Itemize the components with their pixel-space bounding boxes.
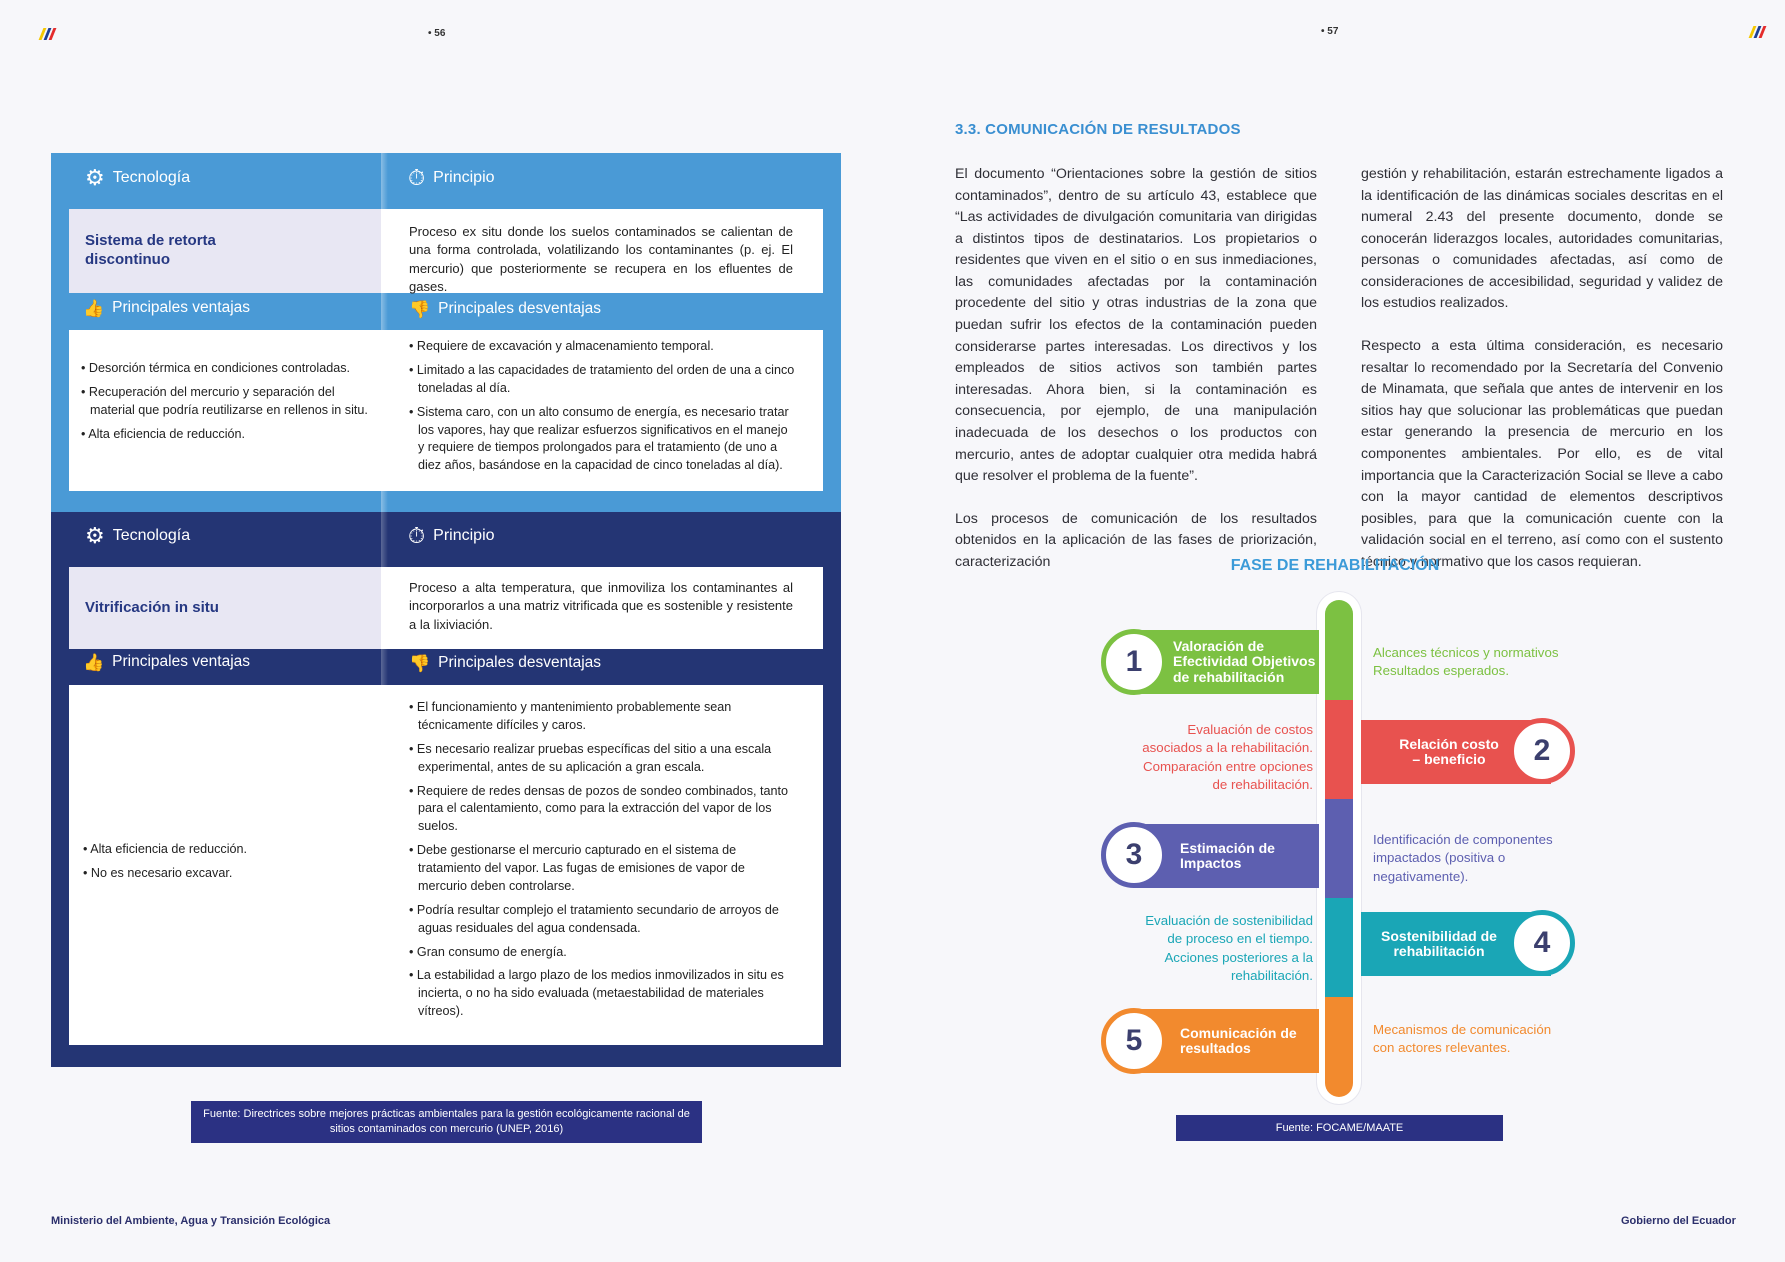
list-item: • La estabilidad a largo plazo de los medios inmovilizados in situ es incierta, o no ha sido evaluada (metaestabilidad de materiales vítreos).	[409, 967, 797, 1021]
step-4-label: Sostenibilidad de rehabilitación	[1381, 927, 1497, 959]
advantages-cell	[69, 330, 381, 491]
disadvantages-list	[409, 338, 797, 475]
step-3-circle	[1101, 822, 1167, 888]
paragraph: El documento “Orientaciones sobre la gestión de sitios contaminados”, dentro de su artículo 43, establece que “Las actividades de divulgación comunitaria van dirigidas a distintos tipos de destinatarios. Los propietarios o residentes que viven en el sitio o en sus inmediaciones, las comunidades afectadas por la contaminación procedente del sitio y otras industrias de la zona que puedan sufrir los efectos de la contaminación pueden considerarse partes interesadas. Los directivos y los empleados de sitios activos son también partes interesadas. Ahora bien, si la contaminación es consecuencia, por ejemplo, de una manipulación inadecuada de los desechos o los productos con mercurio, antes de adoptar cualquier otra medida habrá que resolver el problema de la fuente”.	[955, 166, 1317, 485]
list-item: • Debe gestionarse el mercurio capturado en el sistema de tratamiento del vapor. Las fugas de emisiones de vapor de mercurio deben controlarse.	[409, 842, 797, 896]
list-item: • Limitado a las capacidades de tratamiento del orden de una a cinco toneladas al día.	[409, 362, 797, 398]
step-1-circle	[1101, 629, 1167, 695]
list-item: • Sistema caro, con un alto consumo de energía, es necesario tratar los vapores, hay que realizar esfuerzos significativos en el manejo y requiere de tiempos prolongados para el tratamiento (de uno a diez años, basándose en la capacidad de cinco toneladas al día).	[409, 404, 797, 476]
flag-logo-left	[38, 28, 56, 40]
step-5-circle	[1101, 1008, 1167, 1074]
step-5-number: 5	[1125, 1024, 1143, 1057]
timeline-segment-5	[1325, 997, 1353, 1097]
disadvantages-cell	[381, 685, 823, 1045]
principle-cell	[381, 567, 823, 649]
step-4-number: 4	[1533, 926, 1551, 959]
gears-icon: ⚙	[85, 523, 105, 548]
step-2-number: 2	[1533, 734, 1551, 767]
step-1-label: Valoración de Efectividad Objetivos de rehabilitación	[1173, 637, 1316, 685]
header-advantages-label: Principales ventajas	[112, 299, 251, 316]
step-2-description: Evaluación de costos asociados a la rehabilitación. Comparación entre opciones de rehabilitación.	[1142, 722, 1313, 793]
header-technology-label: Tecnología	[112, 169, 191, 186]
list-item: • Requiere de redes densas de pozos de sondeo combinados, tanto para el calentamiento, como para la extracción del vapor de los suelos.	[409, 783, 797, 837]
principle-text: Proceso ex situ donde los suelos contaminados se calientan de una forma controlada, volatilizando los contaminantes (p. ej. El mercurio) que posteriormente se recupera en los efluentes de gases.	[409, 224, 793, 295]
step-2-circle	[1509, 718, 1575, 784]
tech-name: Sistema de retorta discontinuo	[85, 232, 216, 268]
list-item: • Recuperación del mercurio y separación del material que podría reutilizarse en rellenos in situ.	[81, 384, 371, 420]
disadvantages-list	[409, 699, 797, 1021]
text-column-1	[955, 164, 1317, 594]
advantages-list	[83, 841, 247, 889]
thumbs-up-icon: 👍	[83, 298, 105, 318]
list-item: • Es necesario realizar pruebas específicas del sitio a una escala experimental, antes de su aplicación a gran escala.	[409, 741, 797, 777]
section-title: 3.3. COMUNICACIÓN DE RESULTADOS	[955, 121, 1241, 138]
step-4-circle	[1509, 910, 1575, 976]
step-3-description: Identificación de componentes impactados (positiva o negativamente).	[1373, 832, 1553, 884]
paragraph: Los procesos de comunicación de los resultados obtenidos en la aplicación de las fases de priorización, caracterización	[955, 510, 1317, 570]
timeline-segment-1	[1325, 600, 1353, 700]
step-3-label: Estimación de Impactos	[1180, 839, 1275, 871]
infographic-source: Fuente: FOCAME/MAATE	[1176, 1115, 1503, 1141]
tech-name-cell	[69, 209, 381, 293]
header-advantages-label: Principales ventajas	[112, 653, 251, 670]
stopwatch-icon: ⏱	[408, 523, 426, 548]
step-5-description: Mecanismos de comunicación con actores relevantes.	[1373, 1022, 1552, 1056]
timeline-segment-4	[1325, 898, 1353, 997]
list-item: • Gran consumo de energía.	[409, 944, 797, 962]
table-source: Fuente: Directrices sobre mejores prácticas ambientales para la gestión ecológicamente racional de sitios contaminados con mercurio (UNEP, 2016)	[191, 1101, 702, 1143]
list-item: • El funcionamiento y mantenimiento probablemente sean técnicamente difíciles y caros.	[409, 699, 797, 735]
list-item: • Podría resultar complejo el tratamiento secundario de arroyos de aguas residuales del agua condensada.	[409, 902, 797, 938]
text-column-2	[1361, 164, 1723, 594]
thumbs-up-icon: 👍	[83, 652, 105, 672]
timeline-segment-3	[1325, 799, 1353, 898]
flag-logo-right	[1748, 26, 1766, 38]
thumbs-down-icon: 👎	[409, 653, 431, 673]
page-number-right: • 57	[1321, 26, 1339, 37]
footer-right: Gobierno del Ecuador	[1621, 1215, 1736, 1227]
header-principle	[408, 525, 495, 547]
step-5-label: Comunicación de resultados	[1180, 1024, 1297, 1056]
list-item: • Alta eficiencia de reducción.	[83, 841, 247, 859]
step-1-number: 1	[1125, 645, 1143, 678]
paragraph: gestión y rehabilitación, estarán estrechamente ligados a la identificación de las dinámicas sociales descritas en el numeral 2.43 del presente documento, donde se conocerán liderazgos locales, autoridades comunitarias, personas o comunidades afectadas, así como de consideraciones de accesibilidad, seguridad y validez de los estudios realizados.	[1361, 166, 1723, 312]
header-technology	[85, 525, 190, 547]
timeline-segment-2	[1325, 700, 1353, 799]
header-disadvantages-label: Principales desventajas	[438, 654, 602, 671]
header-disadvantages	[409, 654, 601, 672]
header-advantages	[83, 299, 250, 317]
step-2-label: Relación costo – beneficio	[1399, 735, 1499, 767]
step-4-description: Evaluación de sostenibilidad de proceso en el tiempo. Acciones posteriores a la rehabilitación.	[1145, 913, 1313, 984]
tech-name: Vitrificación in situ	[85, 598, 219, 616]
header-technology	[85, 167, 190, 189]
infographic-title: FASE DE REHABILITACIÓN	[1230, 557, 1440, 574]
stopwatch-icon: ⏱	[408, 165, 426, 190]
header-disadvantages	[409, 300, 601, 318]
gears-icon: ⚙	[85, 165, 105, 190]
page-number-left: • 56	[428, 28, 446, 39]
header-disadvantages-label: Principales desventajas	[438, 300, 602, 317]
footer-left: Ministerio del Ambiente, Agua y Transición Ecológica	[51, 1215, 331, 1227]
principle-text: Proceso a alta temperatura, que inmoviliza los contaminantes al incorporarlos a una matriz vitrificada que es sostenible y resistente a la lixiviación.	[409, 580, 793, 632]
list-item: • Requiere de excavación y almacenamiento temporal.	[409, 338, 797, 356]
header-advantages	[83, 653, 250, 671]
step-3-number: 3	[1125, 838, 1143, 871]
header-technology-label: Tecnología	[112, 527, 191, 544]
tech-name-cell	[69, 567, 381, 649]
header-principle	[408, 167, 495, 189]
technology-block-vitrificacion	[51, 512, 841, 1067]
technology-block-retorta	[51, 153, 841, 512]
thumbs-down-icon: 👎	[409, 299, 431, 319]
list-item: • Desorción térmica en condiciones controladas.	[81, 360, 371, 378]
step-1-description: Alcances técnicos y normativos Resultados esperados.	[1373, 645, 1559, 679]
list-item: • Alta eficiencia de reducción.	[81, 426, 371, 444]
header-principle-label: Principio	[433, 527, 495, 544]
column-divider	[381, 153, 388, 512]
paragraph: Respecto a esta última consideración, es necesario resaltar lo recomendado por la Secretaría del Convenio de Minamata, que señala que antes de intervenir en los sitios hay que solucionar las problemáticas que puedan estar generando la presencia de mercurio en los componentes ambientales. Por ello, es de vital importancia que la Caracterización Social se lleve a cabo con la mayor cantidad de elementos descriptivos posibles, para que la comunicación cuente con la validación social en el terreno, así como con el sustento técnico y normativo que los casos requieran.	[1361, 338, 1723, 570]
column-divider	[381, 512, 388, 1045]
advantages-list	[81, 360, 371, 444]
principle-cell	[381, 209, 823, 293]
list-item: • No es necesario excavar.	[83, 865, 247, 883]
disadvantages-cell	[381, 330, 823, 491]
advantages-cell	[69, 685, 381, 1045]
header-principle-label: Principio	[433, 169, 495, 186]
